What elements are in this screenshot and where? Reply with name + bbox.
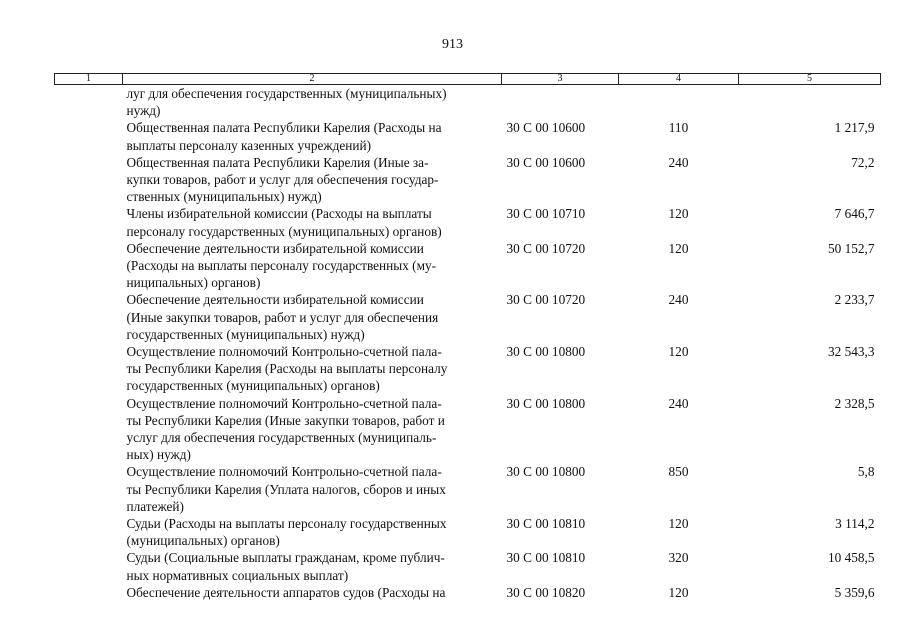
expense-name-cell [123,584,502,601]
table-row [55,291,881,343]
amount-cell: 3 114,2 [835,516,875,532]
expense-name-cell [123,154,502,206]
table-row [55,154,881,206]
row-number-cell [55,240,123,292]
row-number-cell [55,549,123,583]
amount-cell [739,85,881,120]
expense-name-line: Обеспечение деятельности аппаратов судов (Расходы на [126,584,446,600]
expense-name-line: персоналу государственных (муниципальных) органов) [126,223,442,239]
expense-name-line: Осуществление полномочий Контрольно-счетной пала- [126,464,442,480]
amount-cell: 72,2 [851,154,875,170]
expense-name-line: выплаты персоналу казенных учреждений) [126,137,372,153]
expense-name-cell [123,291,502,343]
expense-name-line: услуг для обеспечения государственных (муниципаль- [126,430,437,446]
expense-name-line: (Расходы на выплаты персоналу государственных (му- [126,258,437,274]
expense-name-cell [123,395,502,464]
expense-name-line: ных) нужд) [126,447,191,463]
amount-cell: 5 359,6 [834,584,875,600]
column-header-4: 4 [619,74,739,85]
expense-name-line: Осуществление полномочий Контрольно-счетной пала- [126,344,442,360]
expense-name-cell [123,119,502,153]
expense-name-line: платежей) [126,498,184,514]
expense-name-line: государственных (муниципальных) нужд) [126,326,365,342]
expense-type-cell: 120 [668,344,689,360]
expense-name-line: ты Республики Карелия (Иные закупки товаров, работ и [126,412,445,428]
expense-name-line: нужд) [126,103,161,119]
expense-type-cell: 850 [668,464,689,480]
expense-name-line: (Иные закупки товаров, работ и услуг для обеспечения [126,309,439,325]
expense-type-cell: 240 [668,395,689,411]
expense-type-cell: 120 [668,240,689,256]
column-header-1: 1 [55,74,123,85]
table-row [55,515,881,549]
amount-cell: 10 458,5 [827,550,875,566]
table-row [55,240,881,292]
expense-name-line: купки товаров, работ и услуг для обеспечения государ- [126,172,439,188]
expense-type-cell: 240 [668,154,689,170]
header-row [55,74,881,85]
expense-name-line: Общественная палата Республики Карелия (Расходы на [126,120,442,136]
target-code-cell: 30 С 00 10710 [506,206,586,222]
expense-type-cell: 110 [668,120,689,136]
table-row [55,343,881,395]
expense-name-cell [123,549,502,583]
expense-name-line: Осуществление полномочий Контрольно-счетной пала- [126,395,442,411]
budget-table [54,73,881,601]
target-code-cell: 30 С 00 10720 [506,292,586,308]
row-number-cell [55,395,123,464]
expense-type-cell [619,85,739,120]
table-row [55,85,881,120]
expense-type-cell: 120 [668,584,689,600]
expense-name-line: Судьи (Расходы на выплаты персоналу государственных [126,516,447,532]
expense-name-line: Общественная палата Республики Карелия (Иные за- [126,154,429,170]
expense-name-line: ных нормативных социальных выплат) [126,567,349,583]
target-code-cell: 30 С 00 10720 [506,240,586,256]
expense-name-line: луг для обеспечения государственных (муниципальных) [126,86,447,101]
expense-name-cell [123,343,502,395]
row-number-cell [55,85,123,120]
expense-type-cell: 120 [668,516,689,532]
row-number-cell [55,515,123,549]
column-header-3: 3 [502,74,619,85]
amount-cell: 1 217,9 [834,120,875,136]
table-row [55,395,881,464]
row-number-cell [55,463,123,515]
expense-name-cell [123,515,502,549]
column-header-2: 2 [123,74,502,85]
table-row [55,463,881,515]
target-code-cell: 30 С 00 10820 [506,584,586,600]
row-number-cell [55,343,123,395]
expense-name-cell [123,463,502,515]
target-code-cell [502,85,619,120]
expense-name-line: Члены избирательной комиссии (Расходы на выплаты [126,206,432,222]
expense-name-line: ты Республики Карелия (Расходы на выплаты персоналу [126,361,448,377]
table-row [55,584,881,601]
target-code-cell: 30 С 00 10600 [506,154,586,170]
expense-name-line: ственных (муниципальных) нужд) [126,189,322,205]
amount-cell: 32 543,3 [827,344,875,360]
amount-cell: 50 152,7 [827,240,875,256]
row-number-cell [55,154,123,206]
target-code-cell: 30 С 00 10800 [506,344,586,360]
expense-type-cell: 120 [668,206,689,222]
expense-name-line: ниципальных) органов) [126,275,261,291]
expense-name-line: Судьи (Социальные выплаты гражданам, кроме публич- [126,550,445,566]
column-header-5: 5 [739,74,881,85]
amount-cell: 5,8 [857,464,875,480]
page-number: 913 [442,37,463,52]
target-code-cell: 30 С 00 10800 [506,464,586,480]
expense-name-line: Обеспечение деятельности избирательной комиссии [126,240,424,256]
target-code-cell: 30 С 00 10810 [506,550,586,566]
amount-cell: 2 328,5 [834,395,875,411]
row-number-cell [55,119,123,153]
row-number-cell [55,584,123,601]
table-row [55,119,881,153]
expense-name-line: ты Республики Карелия (Уплата налогов, сборов и иных [126,481,446,497]
expense-name-cell [123,240,502,292]
expense-name-line: Обеспечение деятельности избирательной комиссии [126,292,424,308]
table-row [55,549,881,583]
table-header [55,74,881,85]
expense-type-cell: 240 [668,292,689,308]
expense-name-cell [123,205,502,239]
target-code-cell: 30 С 00 10810 [506,516,586,532]
target-code-cell: 30 С 00 10600 [506,120,586,136]
expense-name-line: государственных (муниципальных) органов) [126,378,380,394]
row-number-cell [55,205,123,239]
table-body [55,85,881,602]
table-row [55,205,881,239]
target-code-cell: 30 С 00 10800 [506,395,586,411]
expense-name-cell [123,85,502,120]
expense-name-line: (муниципальных) органов) [126,533,280,549]
amount-cell: 7 646,7 [834,206,875,222]
row-number-cell [55,291,123,343]
expense-type-cell: 320 [668,550,689,566]
amount-cell: 2 233,7 [834,292,875,308]
